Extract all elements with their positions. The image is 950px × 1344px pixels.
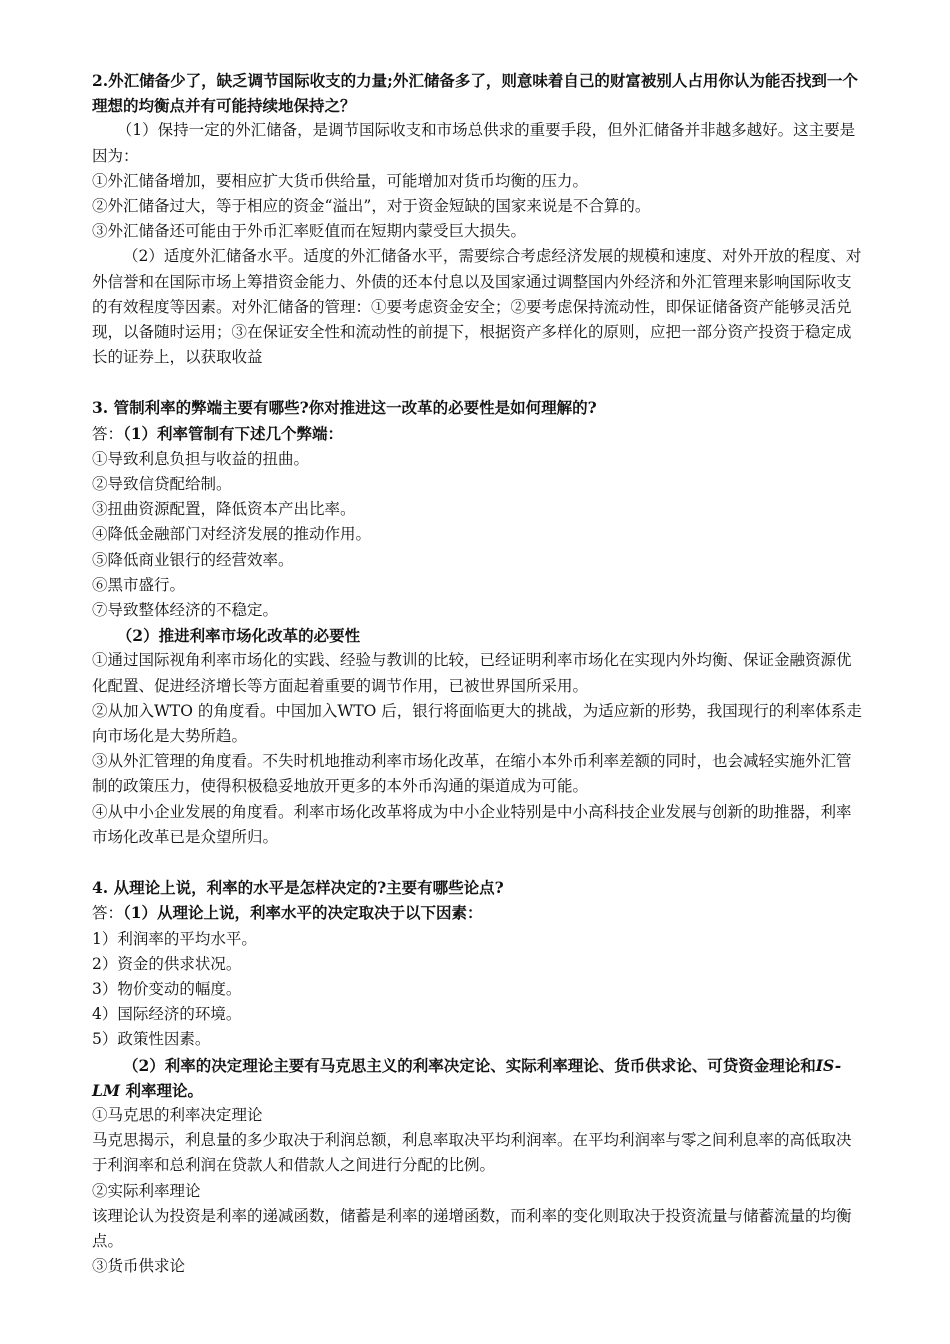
answer-heading [92,421,862,447]
list-item: ⑥黑市盛行。 [92,575,186,594]
list-item: ④降低金融部门对经济发展的推动作用。 [92,525,372,544]
list-item: ②外汇储备过大，等于相应的资金“溢出”，对于资金短缺的国家来说是不合算的。 [92,197,651,216]
answer-prefix: 答： [92,424,124,443]
list-item: ①导致利息负担与收益的扭曲。 [92,449,310,468]
answer-head: （1）利率管制有下述几个弊端： [123,423,344,443]
question-3: 3. 管制利率的弊端主要有哪些?你对推进这一改革的必要性是如何理解的? [92,398,597,418]
list-item: ①通过国际视角利率市场化的实践、经验与教训的比较，已经证明利率市场化在实现内外均衡、保证金融资源优化配置、促进经济增长等方面起着重要的调节作用，已被世界国所采用。 [92,651,852,695]
spacer [92,370,862,395]
list-item: ⑦导致整体经济的不稳定。 [92,601,279,620]
question-2: 2.外汇储备少了，缺乏调节国际收支的力量;外汇储备多了，则意味着自己的财富被别人占用你认为能否找到一个理想的均衡点并有可能持续地保持之？ [92,71,858,116]
list-item: 5）政策性因素。 [92,1030,211,1049]
paragraph: （1）保持一定的外汇储备，是调节国际收支和市场总供求的重要手段，但外汇储备并非越多越好。这主要是因为： [92,121,856,165]
list-item: ②导致信贷配给制。 [92,475,232,494]
theory-title: ①马克思的利率决定理论 [92,1105,263,1124]
document-page [92,68,862,1279]
question-4: 4. 从理论上说，利率的水平是怎样决定的?主要有哪些论点? [92,878,504,898]
sub-heading-part-a: （2）利率的决定理论主要有马克思主义的利率决定论、实际利率理论、货币供求论、可贷资金理论和 [123,1055,816,1075]
theory-title: ③货币供求论 [92,1257,186,1276]
sub-heading: （2）推进利率市场化改革的必要性 [116,626,361,646]
answer-head: （1）从理论上说，利率水平的决定取决于以下因素： [123,903,483,923]
answer-prefix: 答： [92,904,124,923]
theory-body: 马克思揭示，利息量的多少取决于利润总额，利息率取决平均利润率。在平均利润率与零之间利息率的高低取决于利润率和总利润在贷款人和借款人之间进行分配的比例。 [92,1131,852,1175]
paragraph: （2）适度外汇储备水平。适度的外汇储备水平，需要综合考虑经济发展的规模和速度、对外开放的程度、对外信誉和在国际市场上筹措资金能力、外债的还本付息以及国家通过调整国内外经济和外汇管理来影响国际收支的有效程度等因素。对外汇储备的管理：①要考虑资金安全；②要考虑保持流动性，即保证储备资产能够灵活兑现，以备随时运用；③在保证安全性和流动性的前提下，根据资产多样化的原则，应把一部分资产投资于稳定成长的证券上，以获取收益 [92,247,862,367]
theory-title: ②实际利率理论 [92,1181,201,1200]
list-item: ⑤降低商业银行的经营效率。 [92,550,294,569]
spacer [92,850,862,875]
list-item: ①外汇储备增加，要相应扩大货币供给量，可能增加对货币均衡的压力。 [92,171,589,190]
list-item: 1）利润率的平均水平。 [92,929,257,948]
sub-heading-part-b: 利率理论。 [120,1080,203,1100]
list-item: 4）国际经济的环境。 [92,1005,242,1024]
theory-body: 该理论认为投资是利率的递减函数，储蓄是利率的递增函数，而利率的变化则取决于投资流量与储蓄流量的均衡点。 [92,1206,852,1250]
sub-heading-italic: IS-LM [92,1055,842,1100]
list-item: ②从加入WTO 的角度看。中国加入WTO 后，银行将面临更大的挑战，为适应新的形势，我国现行的利率体系走向市场化是大势所趋。 [92,701,862,746]
list-item: 2）资金的供求状况。 [92,954,242,973]
list-item: ③外汇储备还可能由于外币汇率贬值而在短期内蒙受巨大损失。 [92,222,527,241]
list-item: ④从中小企业发展的角度看。利率市场化改革将成为中小企业特别是中小高科技企业发展与创新的助推器，利率市场化改革已是众望所归。 [92,802,852,846]
answer-heading [92,900,862,926]
list-item: 3）物价变动的幅度。 [92,979,242,998]
sub-heading [92,1053,862,1103]
list-item: ③从外汇管理的角度看。不失时机地推动利率市场化改革，在缩小本外币利率差额的同时，也会减轻实施外汇管制的政策压力，使得积极稳妥地放开更多的本外币沟通的渠道成为可能。 [92,752,852,796]
list-item: ③扭曲资源配置，降低资本产出比率。 [92,500,356,519]
